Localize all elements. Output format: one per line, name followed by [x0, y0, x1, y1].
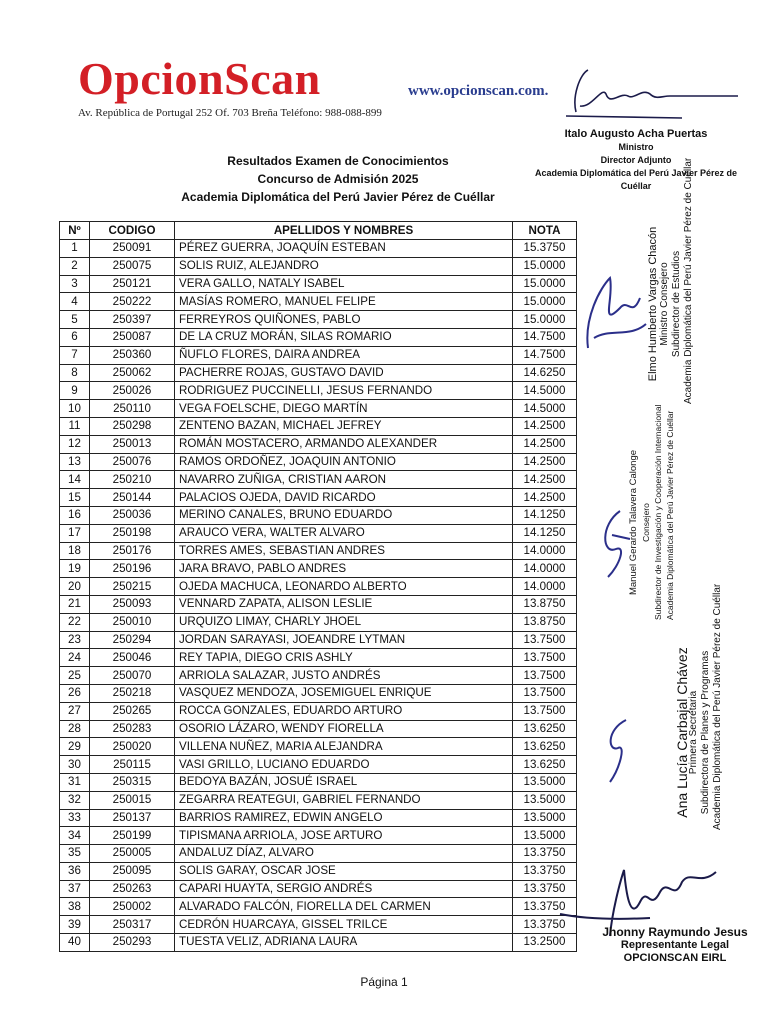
row-code: 250222: [90, 293, 175, 311]
signatory-3-role: Subdirectora de Planes y Programas: [700, 650, 711, 815]
row-number: 24: [60, 649, 90, 667]
row-code: 250283: [90, 720, 175, 738]
table-row: [60, 257, 577, 275]
row-grade: 13.3750: [513, 845, 577, 863]
row-grade: 14.7500: [513, 346, 577, 364]
row-name: ARAUCO VERA, WALTER ALVARO: [175, 524, 513, 542]
row-grade: 13.6250: [513, 738, 577, 756]
row-code: 250293: [90, 934, 175, 952]
signatory-1-title: Ministro Consejero: [659, 262, 670, 346]
company-website: www.opcionscan.com.: [408, 83, 549, 99]
row-code: 250110: [90, 400, 175, 418]
row-number: 28: [60, 720, 90, 738]
signatory-3-block: [674, 583, 724, 830]
row-grade: 13.7500: [513, 631, 577, 649]
row-number: 7: [60, 346, 90, 364]
row-code: 250093: [90, 595, 175, 613]
row-name: MERINO CANALES, BRUNO EDUARDO: [175, 506, 513, 524]
row-number: 19: [60, 560, 90, 578]
row-grade: 15.0000: [513, 293, 577, 311]
row-code: 250075: [90, 257, 175, 275]
table-row: [60, 667, 577, 685]
signatory-2-institution: Academia Diplomática del Perú Javier Pérez de Cuéllar: [665, 410, 675, 620]
table-row: [60, 293, 577, 311]
row-code: 250013: [90, 435, 175, 453]
row-name: ALVARADO FALCÓN, FIORELLA DEL CARMEN: [175, 898, 513, 916]
row-grade: 14.2500: [513, 435, 577, 453]
row-number: 37: [60, 880, 90, 898]
row-name: VASQUEZ MENDOZA, JOSEMIGUEL ENRIQUE: [175, 684, 513, 702]
row-name: URQUIZO LIMAY, CHARLY JHOEL: [175, 613, 513, 631]
row-grade: 13.3750: [513, 916, 577, 934]
row-grade: 13.6250: [513, 756, 577, 774]
row-grade: 14.6250: [513, 364, 577, 382]
row-grade: 15.0000: [513, 275, 577, 293]
table-row: [60, 720, 577, 738]
table-row: [60, 916, 577, 934]
row-grade: 13.5000: [513, 791, 577, 809]
row-number: 31: [60, 773, 90, 791]
row-code: 250091: [90, 240, 175, 258]
row-number: 38: [60, 898, 90, 916]
row-grade: 14.2500: [513, 453, 577, 471]
row-code: 250360: [90, 346, 175, 364]
signatory-1-role: Subdirector de Estudios: [671, 250, 682, 358]
table-row: [60, 862, 577, 880]
row-number: 32: [60, 791, 90, 809]
header-names: APELLIDOS Y NOMBRES: [175, 222, 513, 240]
row-name: FERREYROS QUIÑONES, PABLO: [175, 311, 513, 329]
results-table: [59, 221, 577, 952]
table-row: [60, 328, 577, 346]
row-number: 29: [60, 738, 90, 756]
row-name: BARRIOS RAMIREZ, EDWIN ANGELO: [175, 809, 513, 827]
row-name: ZENTENO BAZAN, MICHAEL JEFREY: [175, 417, 513, 435]
row-name: JARA BRAVO, PABLO ANDRES: [175, 560, 513, 578]
signatory-top-name: Italo Augusto Acha Puertas: [564, 128, 708, 140]
signatory-2-block: [628, 404, 676, 620]
row-number: 16: [60, 506, 90, 524]
row-code: 250198: [90, 524, 175, 542]
row-number: 35: [60, 845, 90, 863]
row-code: 250002: [90, 898, 175, 916]
row-name: SOLIS GARAY, OSCAR JOSE: [175, 862, 513, 880]
row-code: 250070: [90, 667, 175, 685]
table-row: [60, 649, 577, 667]
row-grade: 13.8750: [513, 595, 577, 613]
row-name: OSORIO LÁZARO, WENDY FIORELLA: [175, 720, 513, 738]
table-row: [60, 524, 577, 542]
row-code: 250020: [90, 738, 175, 756]
row-name: VILLENA NUÑEZ, MARIA ALEJANDRA: [175, 738, 513, 756]
row-number: 9: [60, 382, 90, 400]
row-name: ROCCA GONZALES, EDUARDO ARTURO: [175, 702, 513, 720]
row-number: 17: [60, 524, 90, 542]
table-row: [60, 756, 577, 774]
row-name: PACHERRE ROJAS, GUSTAVO DAVID: [175, 364, 513, 382]
signatory-3-title: Primera Secretaria: [688, 690, 699, 775]
table-row: [60, 453, 577, 471]
table-header-row: [60, 222, 577, 240]
row-code: 250121: [90, 275, 175, 293]
row-name: DE LA CRUZ MORÁN, SILAS ROMARIO: [175, 328, 513, 346]
signatory-2-role: Subdirector de Investigación y Cooperación Internacional: [653, 404, 663, 620]
row-grade: 14.7500: [513, 328, 577, 346]
row-name: BEDOYA BAZÁN, JOSUÉ ISRAEL: [175, 773, 513, 791]
row-grade: 13.5000: [513, 827, 577, 845]
row-grade: 13.5000: [513, 773, 577, 791]
company-address: Av. República de Portugal 252 Of. 703 Breña Teléfono: 988-088-899: [78, 107, 382, 119]
row-code: 250010: [90, 613, 175, 631]
row-number: 5: [60, 311, 90, 329]
table-row: [60, 898, 577, 916]
row-number: 4: [60, 293, 90, 311]
row-grade: 14.2500: [513, 489, 577, 507]
company-logo: OpcionScan: [78, 53, 321, 104]
table-row: [60, 595, 577, 613]
row-number: 3: [60, 275, 90, 293]
row-name: TUESTA VELIZ, ADRIANA LAURA: [175, 934, 513, 952]
signature-3: [598, 712, 638, 792]
table-row: [60, 809, 577, 827]
row-number: 6: [60, 328, 90, 346]
row-code: 250015: [90, 791, 175, 809]
row-grade: 13.7500: [513, 684, 577, 702]
signatory-1-name: Elmo Humberto Vargas Chacón: [647, 226, 659, 382]
row-number: 13: [60, 453, 90, 471]
row-name: CAPARI HUAYTA, SERGIO ANDRÉS: [175, 880, 513, 898]
row-name: PALACIOS OJEDA, DAVID RICARDO: [175, 489, 513, 507]
document-titles: [178, 152, 498, 206]
row-number: 1: [60, 240, 90, 258]
signatory-top-institution: Academia Diplomática del Perú Javier Pérez de Cuéllar: [534, 168, 738, 191]
row-number: 18: [60, 542, 90, 560]
header-number: Nº: [60, 222, 90, 240]
row-number: 15: [60, 489, 90, 507]
row-name: REY TAPIA, DIEGO CRIS ASHLY: [175, 649, 513, 667]
row-name: SOLIS RUIZ, ALEJANDRO: [175, 257, 513, 275]
table-row: [60, 845, 577, 863]
table-row: [60, 240, 577, 258]
signatory-legal-name: Jhonny Raymundo Jesus: [602, 925, 748, 939]
signatory-1-block: [647, 157, 695, 404]
row-number: 2: [60, 257, 90, 275]
row-grade: 14.5000: [513, 382, 577, 400]
row-grade: 14.1250: [513, 524, 577, 542]
row-number: 26: [60, 684, 90, 702]
row-code: 250397: [90, 311, 175, 329]
row-number: 22: [60, 613, 90, 631]
row-name: VENNARD ZAPATA, ALISON LESLIE: [175, 595, 513, 613]
title-line-3: Academia Diplomática del Perú Javier Pérez de Cuéllar: [181, 190, 495, 204]
signatory-1-institution: Academia Diplomática del Perú Javier Pérez de Cuéllar: [683, 157, 694, 404]
row-code: 250095: [90, 862, 175, 880]
table-row: [60, 489, 577, 507]
row-code: 250137: [90, 809, 175, 827]
row-grade: 15.3750: [513, 240, 577, 258]
row-name: RODRIGUEZ PUCCINELLI, JESUS FERNANDO: [175, 382, 513, 400]
row-number: 34: [60, 827, 90, 845]
row-code: 250176: [90, 542, 175, 560]
row-number: 39: [60, 916, 90, 934]
row-code: 250199: [90, 827, 175, 845]
row-name: VERA GALLO, NATALY ISABEL: [175, 275, 513, 293]
table-row: [60, 382, 577, 400]
row-grade: 13.7500: [513, 667, 577, 685]
row-name: RAMOS ORDOÑEZ, JOAQUIN ANTONIO: [175, 453, 513, 471]
row-number: 8: [60, 364, 90, 382]
row-grade: 13.2500: [513, 934, 577, 952]
row-grade: 15.0000: [513, 311, 577, 329]
row-name: VEGA FOELSCHE, DIEGO MARTÍN: [175, 400, 513, 418]
row-grade: 13.7500: [513, 649, 577, 667]
table-row: [60, 435, 577, 453]
signatory-legal-company: OPCIONSCAN EIRL: [623, 952, 727, 964]
table-row: [60, 702, 577, 720]
row-code: 250315: [90, 773, 175, 791]
row-name: ZEGARRA REATEGUI, GABRIEL FERNANDO: [175, 791, 513, 809]
row-grade: 13.3750: [513, 880, 577, 898]
row-number: 11: [60, 417, 90, 435]
title-line-2: Concurso de Admisión 2025: [257, 172, 419, 186]
row-code: 250026: [90, 382, 175, 400]
row-name: VASI GRILLO, LUCIANO EDUARDO: [175, 756, 513, 774]
row-number: 14: [60, 471, 90, 489]
table-row: [60, 738, 577, 756]
row-code: 250317: [90, 916, 175, 934]
row-name: NAVARRO ZUÑIGA, CRISTIAN AARON: [175, 471, 513, 489]
table-row: [60, 311, 577, 329]
header-code: CODIGO: [90, 222, 175, 240]
table-row: [60, 827, 577, 845]
row-name: TORRES AMES, SEBASTIAN ANDRES: [175, 542, 513, 560]
row-code: 250115: [90, 756, 175, 774]
row-name: MASÍAS ROMERO, MANUEL FELIPE: [175, 293, 513, 311]
header-grade: NOTA: [513, 222, 577, 240]
row-number: 36: [60, 862, 90, 880]
row-grade: 13.7500: [513, 702, 577, 720]
table-row: [60, 346, 577, 364]
signatory-2-name: Manuel Gerardo Talavera Calonge: [628, 449, 639, 596]
row-name: ANDALUZ DÍAZ, ALVARO: [175, 845, 513, 863]
row-number: 30: [60, 756, 90, 774]
row-code: 250005: [90, 845, 175, 863]
table-row: [60, 417, 577, 435]
row-code: 250265: [90, 702, 175, 720]
page-number: Página 1: [360, 975, 408, 989]
row-grade: 14.2500: [513, 417, 577, 435]
table-row: [60, 542, 577, 560]
signatory-top-block: [520, 128, 752, 193]
signatory-top-title: Ministro: [618, 142, 654, 152]
row-grade: 14.2500: [513, 471, 577, 489]
row-number: 27: [60, 702, 90, 720]
signature-top: [562, 66, 742, 126]
table-row: [60, 791, 577, 809]
row-grade: 14.1250: [513, 506, 577, 524]
row-grade: 13.3750: [513, 898, 577, 916]
row-number: 33: [60, 809, 90, 827]
row-number: 20: [60, 578, 90, 596]
signatory-3-name: Ana Lucía Carbajal Chávez: [674, 647, 690, 818]
table-row: [60, 275, 577, 293]
row-name: JORDAN SARAYASI, JOEANDRE LYTMAN: [175, 631, 513, 649]
row-grade: 14.0000: [513, 578, 577, 596]
table-row: [60, 471, 577, 489]
row-name: ARRIOLA SALAZAR, JUSTO ANDRÉS: [175, 667, 513, 685]
row-grade: 13.3750: [513, 862, 577, 880]
table-row: [60, 684, 577, 702]
row-code: 250046: [90, 649, 175, 667]
row-grade: 14.5000: [513, 400, 577, 418]
row-grade: 13.5000: [513, 809, 577, 827]
table-row: [60, 578, 577, 596]
row-code: 250294: [90, 631, 175, 649]
table-row: [60, 880, 577, 898]
row-grade: 13.8750: [513, 613, 577, 631]
signatory-legal-block: [600, 926, 750, 965]
table-row: [60, 613, 577, 631]
row-name: ÑUFLO FLORES, DAIRA ANDREA: [175, 346, 513, 364]
row-code: 250263: [90, 880, 175, 898]
row-name: OJEDA MACHUCA, LEONARDO ALBERTO: [175, 578, 513, 596]
row-number: 25: [60, 667, 90, 685]
title-line-1: Resultados Examen de Conocimientos: [227, 154, 449, 168]
table-row: [60, 934, 577, 952]
table-row: [60, 773, 577, 791]
row-code: 250218: [90, 684, 175, 702]
row-grade: 15.0000: [513, 257, 577, 275]
row-code: 250087: [90, 328, 175, 346]
table-row: [60, 400, 577, 418]
row-code: 250298: [90, 417, 175, 435]
row-name: PÉREZ GUERRA, JOAQUÍN ESTEBAN: [175, 240, 513, 258]
table-row: [60, 506, 577, 524]
row-code: 250196: [90, 560, 175, 578]
row-number: 23: [60, 631, 90, 649]
signatory-3-institution: Academia Diplomática del Perú Javier Pérez de Cuéllar: [712, 583, 723, 830]
row-code: 250215: [90, 578, 175, 596]
row-code: 250210: [90, 471, 175, 489]
row-name: CEDRÓN HUARCAYA, GISSEL TRILCE: [175, 916, 513, 934]
row-code: 250076: [90, 453, 175, 471]
row-grade: 14.0000: [513, 560, 577, 578]
row-code: 250036: [90, 506, 175, 524]
row-number: 12: [60, 435, 90, 453]
row-number: 10: [60, 400, 90, 418]
table-row: [60, 560, 577, 578]
signatory-top-role: Director Adjunto: [600, 155, 672, 165]
table-row: [60, 364, 577, 382]
row-grade: 14.0000: [513, 542, 577, 560]
row-code: 250062: [90, 364, 175, 382]
signature-1: [580, 268, 650, 358]
signatory-2-title: Consejero: [641, 503, 651, 542]
row-number: 21: [60, 595, 90, 613]
signatory-legal-role: Representante Legal: [620, 939, 730, 951]
table-row: [60, 631, 577, 649]
row-name: TIPISMANA ARRIOLA, JOSE ARTURO: [175, 827, 513, 845]
row-name: ROMÁN MOSTACERO, ARMANDO ALEXANDER: [175, 435, 513, 453]
row-grade: 13.6250: [513, 720, 577, 738]
row-code: 250144: [90, 489, 175, 507]
row-number: 40: [60, 934, 90, 952]
